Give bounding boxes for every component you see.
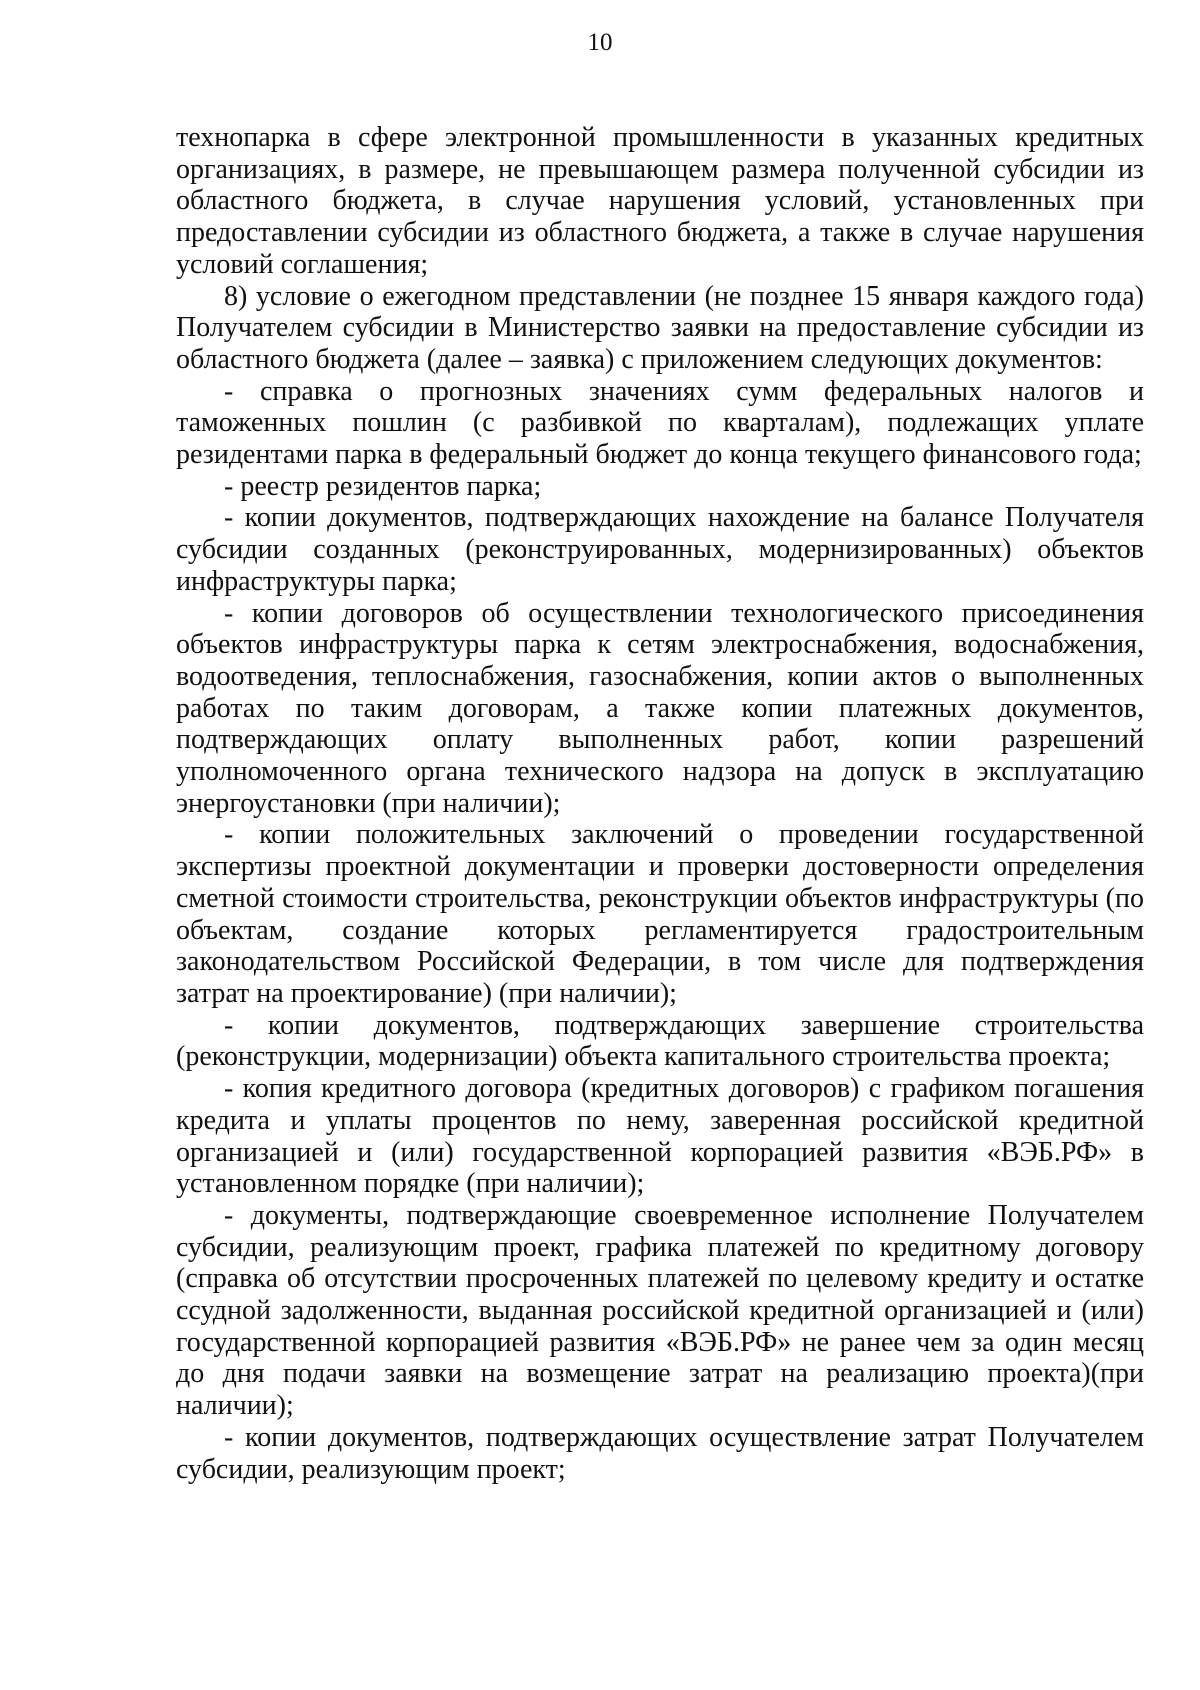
list-item-payment-schedule-documents: - документы, подтверждающие своевременное исполнение Получателем субсидии, реализующим проект, графика платежей по кредитному договору (справка об отсутствии просроченных платежей по целевому кредиту и остатке ссудной задолженности, выданная российской кредитной организацией и (или) государственной корпорацией развития «ВЭБ.РФ» не ранее чем за один месяц до дня подачи заявки на возмещение затрат на реализацию проекта)(при наличии); bbox=[176, 1199, 1144, 1422]
page-number: 10 bbox=[587, 29, 613, 56]
list-item-completion-documents: - копии документов, подтверждающих завершение строительства (реконструкции, модернизации) объекта капитального строительства проекта; bbox=[176, 1009, 1144, 1073]
paragraph-item-8: 8) условие о ежегодном представлении (не позднее 15 января каждого года) Получателем субсидии в Министерство заявки на предоставление субсидии из областного бюджета (далее – заявка) с приложением следующих документов: bbox=[176, 280, 1144, 375]
paragraph-continuation: технопарка в сфере электронной промышленности в указанных кредитных организациях, в размере, не превышающем размера полученной субсидии из областного бюджета, в случае нарушения условий, установленных при предоставлении субсидии из областного бюджета, а также в случае нарушения условий соглашения; bbox=[176, 122, 1144, 280]
list-item-credit-agreement: - копия кредитного договора (кредитных договоров) с графиком погашения кредита и уплаты процентов по нему, заверенная российской кредитной организацией и (или) государственной корпорацией развития «ВЭБ.РФ» в установленном порядке (при наличии); bbox=[176, 1073, 1144, 1200]
list-item-expense-documents: - копии документов, подтверждающих осуществление затрат Получателем субсидии, реализующим проект; bbox=[176, 1421, 1144, 1485]
list-item-balance-documents: - копии документов, подтверждающих нахождение на балансе Получателя субсидии созданных (реконструированных, модернизированных) объектов инфраструктуры парка; bbox=[176, 502, 1144, 597]
list-item-expertise-conclusions: - копии положительных заключений о проведении государственной экспертизы проектной документации и проверки достоверности определения сметной стоимости строительства, реконструкции объектов инфраструктуры (по объектам, создание которых регламентируется градостроительным законодательством Российской Федерации, в том числе для подтверждения затрат на проектирование) (при наличии); bbox=[176, 819, 1144, 1009]
list-item-residents-register: - реестр резидентов парка; bbox=[224, 470, 542, 502]
list-item-connection-contracts: - копии договоров об осуществлении технологического присоединения объектов инфраструктуры парка к сетям электроснабжения, водоснабжения, водоотведения, теплоснабжения, газоснабжения, копии актов о выполненных работах по таким договорам, а также копии платежных документов, подтверждающих оплату выполненных работ, копии разрешений уполномоченного органа технического надзора на допуск в эксплуатацию энергоустановки (при наличии); bbox=[176, 597, 1144, 819]
list-item-forecast-certificate: - справка о прогнозных значениях сумм федеральных налогов и таможенных пошлин (с разбивкой по кварталам), подлежащих уплате резидентами парка в федеральный бюджет до конца текущего финансового года; bbox=[176, 375, 1144, 471]
document-body bbox=[176, 122, 1144, 1485]
